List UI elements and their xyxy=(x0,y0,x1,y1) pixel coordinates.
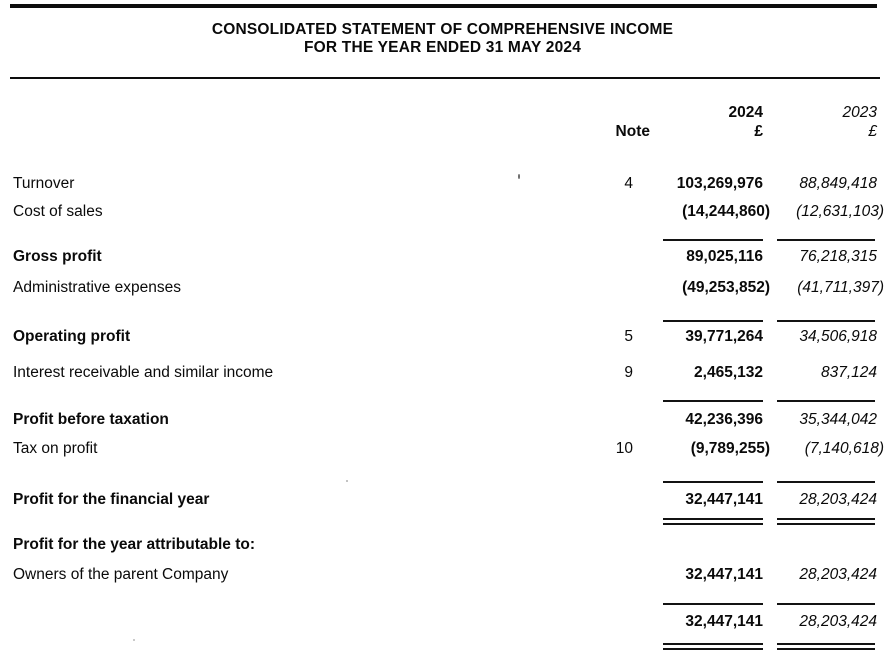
subtotal-rule-2024 xyxy=(663,603,763,605)
currency-header-2024: £ xyxy=(754,123,763,140)
row-note: 10 xyxy=(615,440,633,457)
row-value-2023: 88,849,418 xyxy=(799,175,877,192)
subtotal-rule-2024 xyxy=(663,320,763,322)
subtotal-rule-2024 xyxy=(663,239,763,241)
row-value-2023: 837,124 xyxy=(820,364,877,381)
grand-total-rule-2023 xyxy=(777,518,875,525)
subtotal-rule-2024 xyxy=(663,400,763,402)
row-value-2023: 28,203,424 xyxy=(799,491,877,508)
subtotal-rule-2023 xyxy=(777,603,875,605)
title-line-2: FOR THE YEAR ENDED 31 MAY 2024 xyxy=(303,38,582,56)
page-title xyxy=(0,21,885,56)
scan-speck xyxy=(346,480,348,482)
row-note: 9 xyxy=(624,364,633,381)
title-underline xyxy=(10,77,880,79)
row-tax-on-profit xyxy=(13,440,884,458)
row-profit-for-year xyxy=(13,491,877,509)
row-label: Cost of sales xyxy=(13,203,103,220)
column-header-years xyxy=(13,104,877,122)
scan-speck xyxy=(133,639,135,641)
row-interest-receivable xyxy=(13,364,877,382)
row-value-2023: 28,203,424 xyxy=(799,566,877,583)
subtotal-rule-2023 xyxy=(777,239,875,241)
row-owners-of-parent xyxy=(13,566,877,584)
column-header-2023: 2023 xyxy=(842,104,877,121)
column-header-note: Note xyxy=(615,123,650,140)
row-value-2023: 34,506,918 xyxy=(799,328,877,345)
row-profit-before-taxation xyxy=(13,411,877,429)
row-value-2024: (49,253,852) xyxy=(682,279,770,296)
row-label: Interest receivable and similar income xyxy=(13,364,274,381)
row-value-2024: 39,771,264 xyxy=(685,328,763,345)
grand-total-rule-2024 xyxy=(663,643,763,650)
row-label: Gross profit xyxy=(13,248,102,265)
row-note: 5 xyxy=(624,328,633,345)
row-operating-profit xyxy=(13,328,877,346)
subtotal-rule-2024 xyxy=(663,481,763,483)
row-value-2023: 76,218,315 xyxy=(799,248,877,265)
column-header-units xyxy=(13,123,877,141)
row-label: Turnover xyxy=(13,175,75,192)
title-line-1: CONSOLIDATED STATEMENT OF COMPREHENSIVE INCOME xyxy=(211,21,674,38)
row-label: Profit for the financial year xyxy=(13,491,210,508)
subtotal-rule-2023 xyxy=(777,481,875,483)
row-value-2024: 103,269,976 xyxy=(676,175,763,192)
grand-total-rule-2023 xyxy=(777,643,875,650)
grand-total-rule-2024 xyxy=(663,518,763,525)
row-cost-of-sales xyxy=(13,203,884,221)
row-value-2024: 32,447,141 xyxy=(685,566,763,583)
row-value-2023: (7,140,618) xyxy=(804,440,884,457)
row-value-2024: (14,244,860) xyxy=(682,203,770,220)
row-label: Administrative expenses xyxy=(13,279,181,296)
column-header-2024: 2024 xyxy=(728,104,763,121)
page-top-border xyxy=(10,4,877,8)
row-note: 4 xyxy=(624,175,633,192)
row-label: Profit for the year attributable to: xyxy=(13,536,255,553)
row-value-2023: (12,631,103) xyxy=(796,203,884,220)
row-label: Profit before taxation xyxy=(13,411,169,428)
row-label: Operating profit xyxy=(13,328,131,345)
row-value-2023: 35,344,042 xyxy=(799,411,877,428)
row-value-2024: 32,447,141 xyxy=(685,613,763,630)
row-value-2024: 89,025,116 xyxy=(686,248,763,265)
row-label: Tax on profit xyxy=(13,440,98,457)
row-value-2023: 28,203,424 xyxy=(799,613,877,630)
row-gross-profit xyxy=(13,248,877,266)
row-attributable-heading xyxy=(13,536,877,554)
subtotal-rule-2023 xyxy=(777,400,875,402)
row-value-2023: (41,711,397) xyxy=(797,279,884,296)
row-value-2024: 2,465,132 xyxy=(694,364,763,381)
currency-header-2023: £ xyxy=(868,123,877,140)
scan-speck xyxy=(518,174,520,179)
row-attributable-total xyxy=(13,613,877,631)
row-administrative-expenses xyxy=(13,279,884,297)
row-label: Owners of the parent Company xyxy=(13,566,229,583)
row-turnover xyxy=(13,175,877,193)
subtotal-rule-2023 xyxy=(777,320,875,322)
row-value-2024: 32,447,141 xyxy=(685,491,763,508)
row-value-2024: (9,789,255) xyxy=(690,440,770,457)
row-value-2024: 42,236,396 xyxy=(685,411,763,428)
